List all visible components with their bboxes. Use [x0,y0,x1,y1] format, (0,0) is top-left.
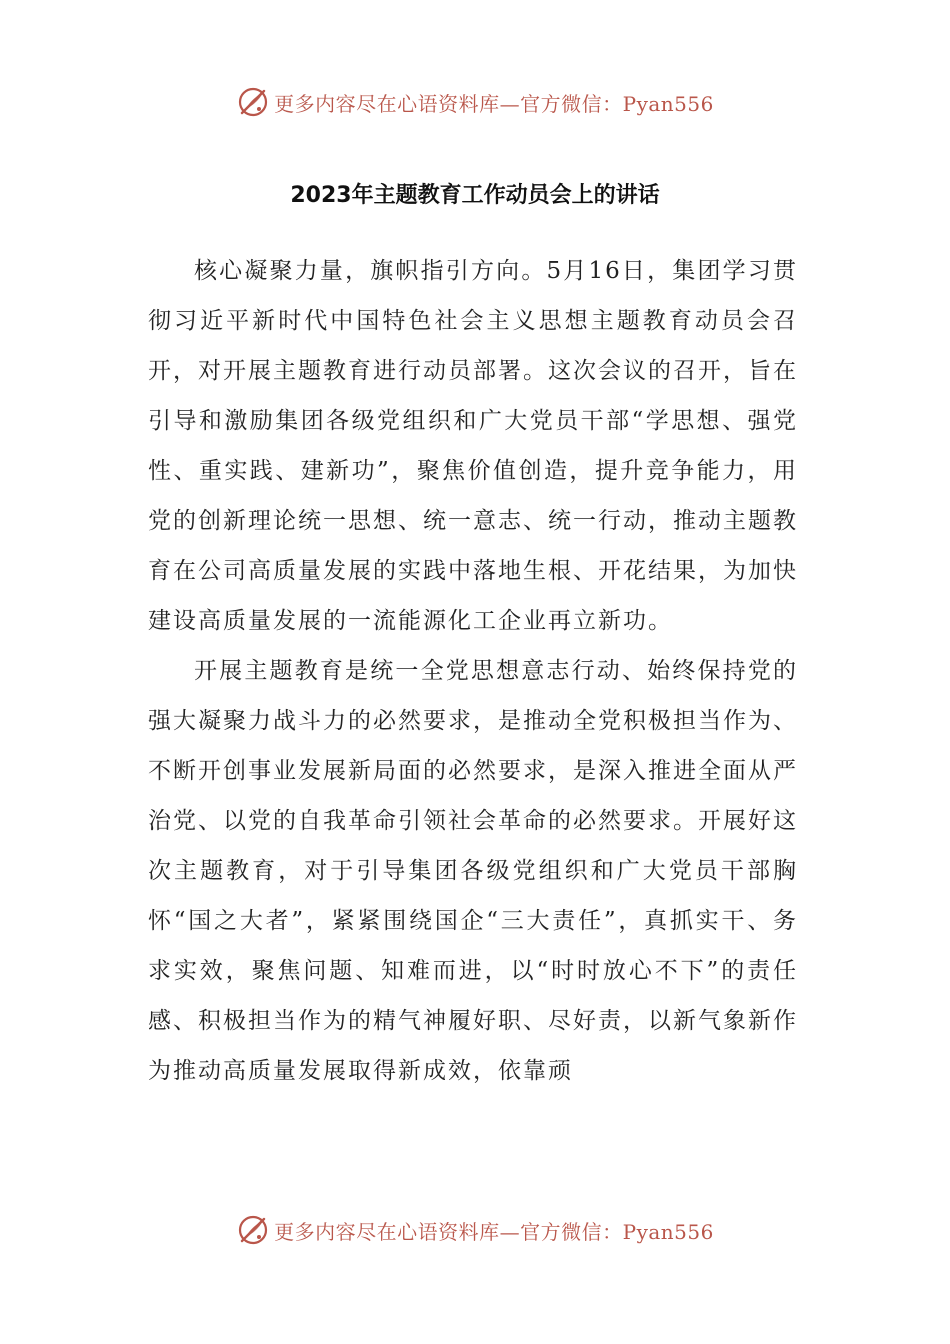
watermark-text: 更多内容尽在心语资料库—官方微信：Pyan556 [274,1219,714,1244]
footer-watermark [0,1210,950,1250]
quill-pen-logo-icon [236,85,270,119]
header-watermark [0,82,950,122]
document-body [148,246,798,1096]
document-title: 2023年主题教育工作动员会上的讲话 [290,183,660,208]
quill-pen-logo-icon [236,1213,270,1247]
paragraph-2: 开展主题教育是统一全党思想意志行动、始终保持党的强大凝聚力战斗力的必然要求，是推动全党积极担当作为、不断开创事业发展新局面的必然要求，是深入推进全面从严治党、以党的自我革命引领社会革命的必然要求。开展好这次主题教育，对于引导集团各级党组织和广大党员干部胸怀“国之大者”，紧紧围绕国企“三大责任”，真抓实干、务求实效，聚焦问题、知难而进，以“时时放心不下”的责任感、积极担当作为的精气神履好职、尽好责，以新气象新作为推动高质量发展取得新成效，依靠顽 [148,658,798,1084]
paragraph-1: 核心凝聚力量，旗帜指引方向。5月16日，集团学习贯彻习近平新时代中国特色社会主义思想主题教育动员会召开，对开展主题教育进行动员部署。这次会议的召开，旨在引导和激励集团各级党组织和广大党员干部“学思想、强党性、重实践、建新功”，聚焦价值创造，提升竞争能力，用党的创新理论统一思想、统一意志、统一行动，推动主题教育在公司高质量发展的实践中落地生根、开花结果，为加快建设高质量发展的一流能源化工企业再立新功。 [148,258,798,634]
watermark-text: 更多内容尽在心语资料库—官方微信：Pyan556 [274,91,714,116]
